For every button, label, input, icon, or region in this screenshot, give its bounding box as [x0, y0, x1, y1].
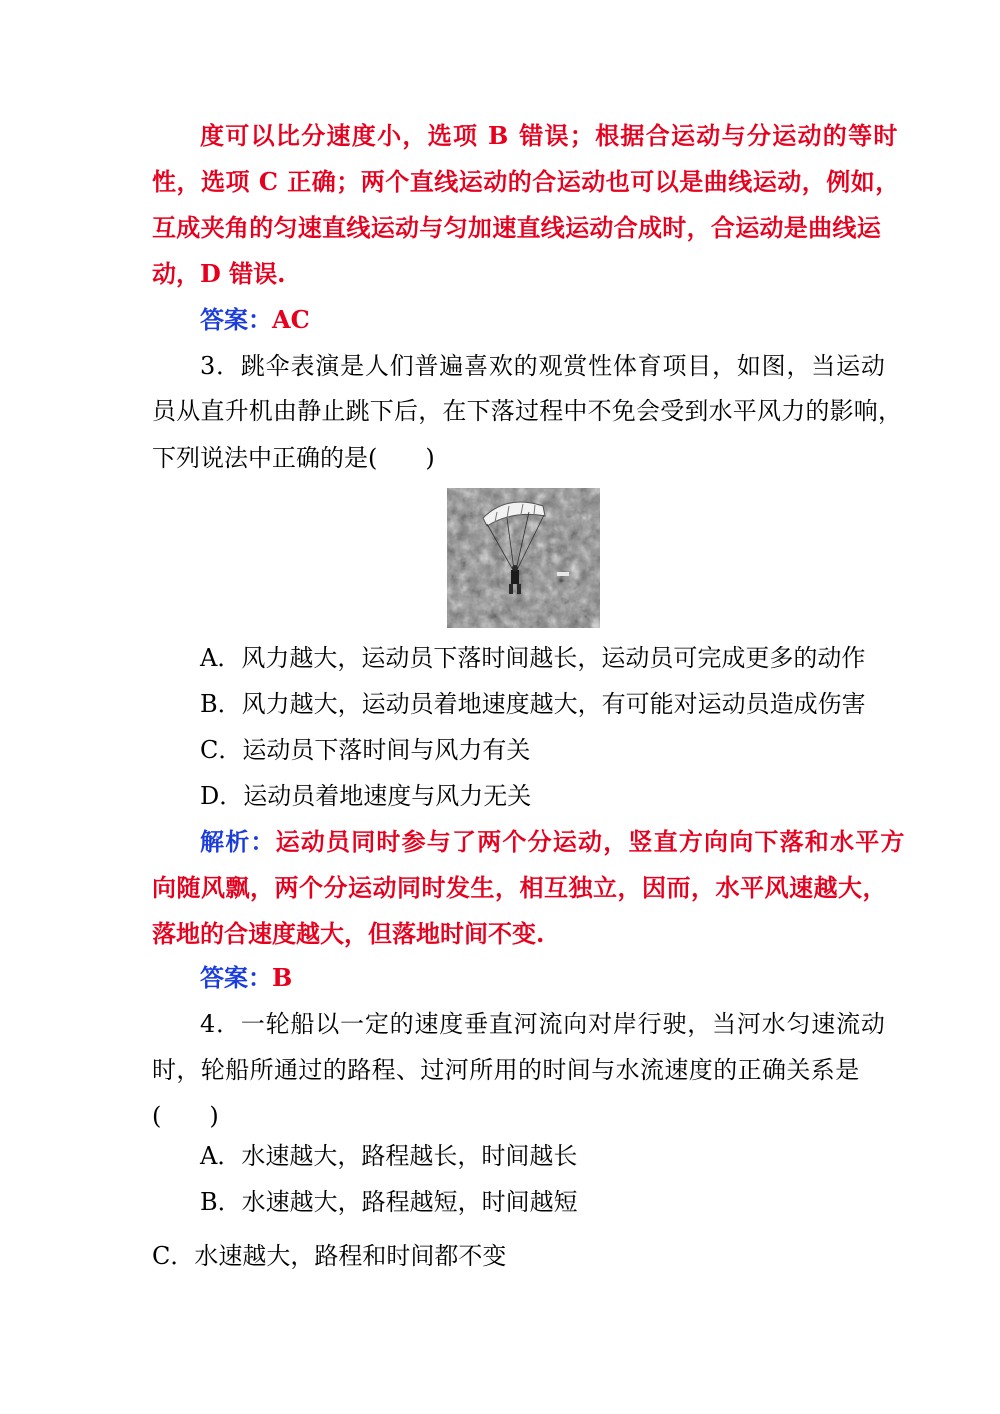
- question4-option-a: A．水速越大，路程越长，时间越长: [200, 1142, 578, 1170]
- question3-line-3: 下列说法中正确的是( ): [152, 444, 435, 472]
- question3-option-d: D．运动员着地速度与风力无关: [200, 782, 532, 810]
- question3-option-c: C．运动员下落时间与风力有关: [200, 736, 531, 764]
- explanation-q2-line-3: 互成夹角的匀速直线运动与匀加速直线运动合成时，合运动是曲线运: [152, 213, 881, 242]
- question3-option-a: A．风力越大，运动员下落时间越长，运动员可完成更多的动作: [200, 644, 866, 672]
- answer-q2: [200, 304, 310, 336]
- question3-option-b: B．风力越大，运动员着地速度越大，有可能对运动员造成伤害: [200, 690, 866, 718]
- question4-option-c: C．水速越大，路程和时间都不变: [152, 1242, 507, 1270]
- question3-line-2: 员从直升机由静止跳下后，在下落过程中不免会受到水平风力的影响，: [152, 397, 903, 425]
- explanation-q3-line-1: [200, 826, 906, 858]
- explanation-q3-text-1: 运动员同时参与了两个分运动，竖直方向向下落和水平方: [275, 827, 906, 856]
- answer-q2-label: 答案：: [200, 305, 272, 334]
- question4-option-b: B．水速越大，路程越短，时间越短: [200, 1188, 578, 1216]
- explanation-q3-line-3: 落地的合速度越大，但落地时间不变.: [152, 919, 545, 948]
- answer-q3: [200, 962, 292, 994]
- explanation-q2-line-1: 度可以比分速度小，选项 B 错误；根据合运动与分运动的等时: [200, 121, 899, 150]
- explanation-q3-label: 解析：: [200, 827, 276, 856]
- question4-line-3: ( ): [152, 1102, 219, 1130]
- question4-line-1: 4．一轮船以一定的速度垂直河流向对岸行驶，当河水匀速流动: [200, 1010, 886, 1038]
- parachute-photo: [447, 488, 600, 628]
- parachute-photo-graphic: [447, 488, 600, 628]
- explanation-q2-line-4: 动，D 错误.: [152, 259, 286, 288]
- answer-q3-value: B: [272, 963, 293, 992]
- answer-q3-label: 答案：: [200, 963, 272, 992]
- explanation-q2-line-2: 性，选项 C 正确；两个直线运动的合运动也可以是曲线运动，例如，: [152, 167, 900, 196]
- question4-line-2: 时，轮船所通过的路程、过河所用的时间与水流速度的正确关系是: [152, 1056, 860, 1084]
- explanation-q3-line-2: 向随风飘，两个分运动同时发生，相互独立，因而，水平风速越大，: [152, 873, 887, 902]
- answer-q2-value: AC: [272, 305, 310, 334]
- question3-line-1: 3．跳伞表演是人们普遍喜欢的观赏性体育项目，如图，当运动: [200, 352, 886, 380]
